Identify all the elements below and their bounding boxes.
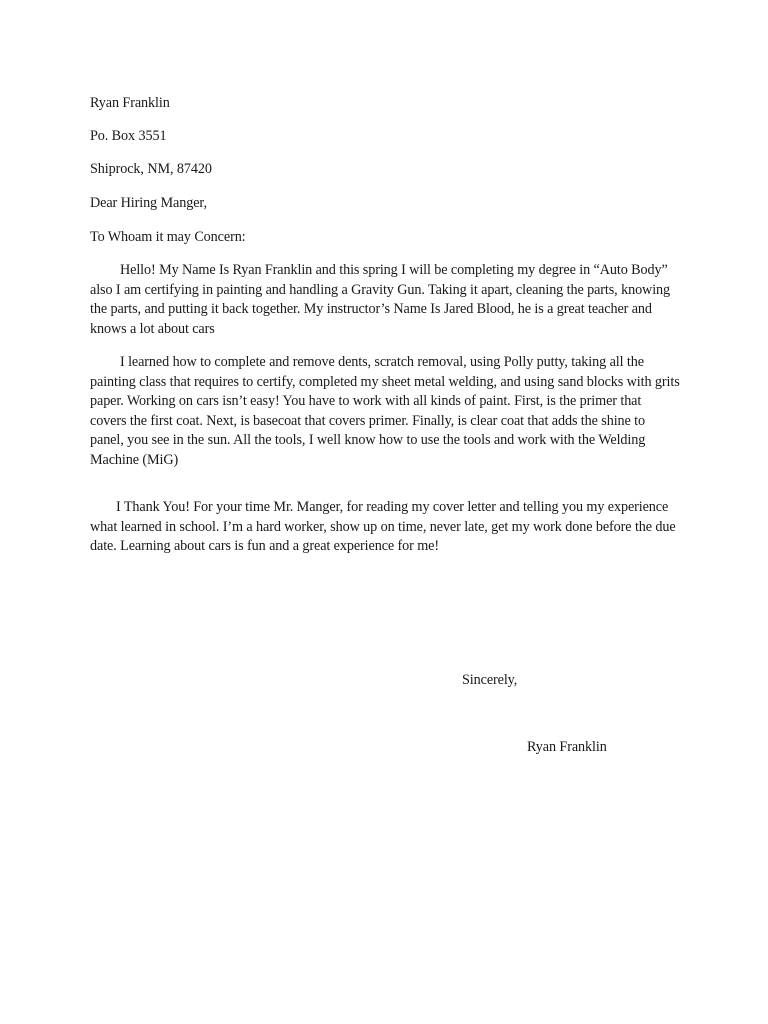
sender-po-box: Po. Box 3551	[90, 128, 167, 144]
sender-name: Ryan Franklin	[90, 95, 170, 111]
closing: Sincerely,	[462, 672, 518, 688]
body-paragraph-1: Hello! My Name Is Ryan Franklin and this spring I will be completing my degree in “Auto Body” also I am certifying in painting and handling a Gravity Gun. Taking it apart, cleaning the parts, knowing the parts, and putting it back together. My instructor’s Name Is Jared Blood, he is a great teacher and knows a lot about cars	[90, 262, 671, 337]
salutation: Dear Hiring Manger,	[90, 195, 207, 211]
sender-city-state-zip: Shiprock, NM, 87420	[90, 161, 212, 177]
signature-name: Ryan Franklin	[527, 739, 607, 755]
body-paragraph-3: I Thank You! For your time Mr. Manger, for reading my cover letter and telling you my experience what learned in school. I’m a hard worker, show up on time, never late, get my work done before the due date. Learning about cars is fun and a great experience for me!	[90, 499, 676, 555]
concern-line: To Whoam it may Concern:	[90, 229, 246, 245]
body-paragraph-2: I learned how to complete and remove dents, scratch removal, using Polly putty, taking all the painting class that requires to certify, completed my sheet metal welding, and using sand blocks with grits paper. Working on cars isn’t easy! You have to work with all kinds of paint. First, is the primer that covers the first coat. Next, is basecoat that covers primer. Finally, is clear coat that adds the shine to panel, you see in the sun. All the tools, I well know how to use the tools and work with the Welding Machine (MiG)	[90, 354, 680, 468]
